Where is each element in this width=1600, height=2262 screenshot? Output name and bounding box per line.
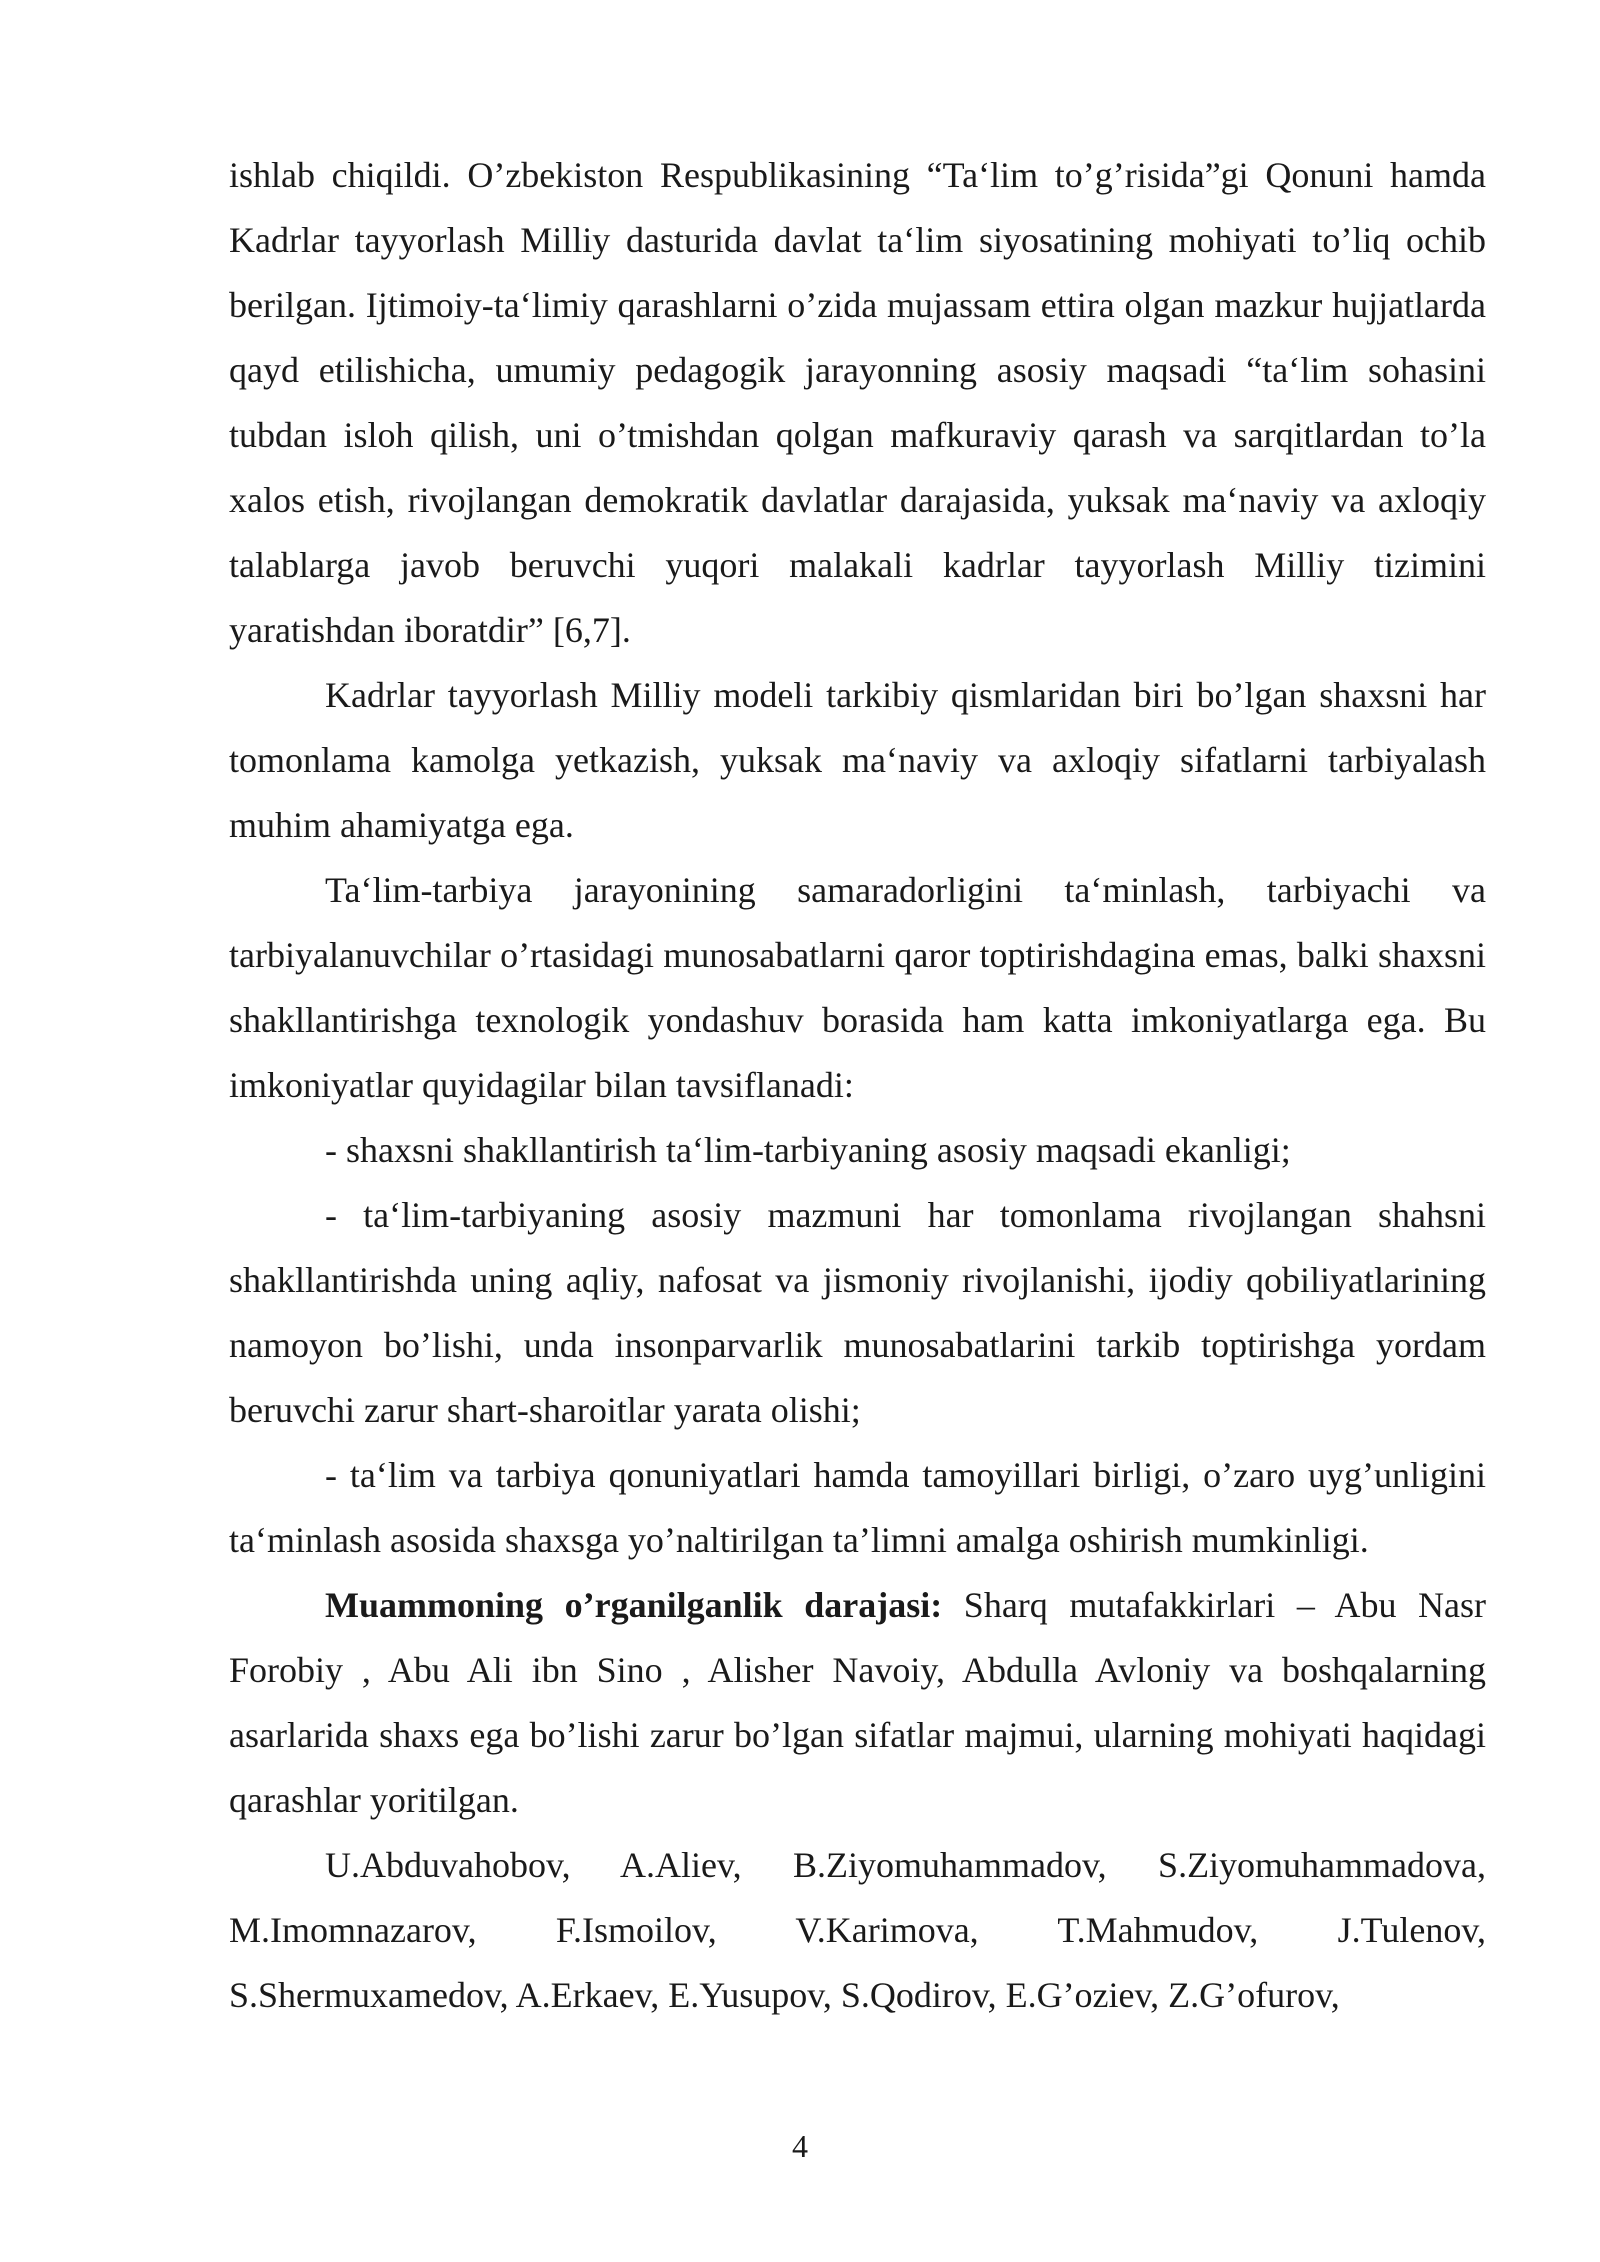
section-lead-heading: Muammoning o’rganilganlik darajasi: xyxy=(325,1585,943,1625)
paragraph-talim-tarbiya: Ta‘lim-tarbiya jarayonining samaradorligini ta‘minlash, tarbiyachi va tarbiyalanuvchilar o’rtasidagi munosabatlarni qaror toptirishdagina emas, balki shaxsni shakllantirishga texnologik yondashuv borasida ham katta imkoniyatlarga ega. Bu imkoniyatlar quyidagilar bilan tavsiflanadi: xyxy=(229,870,1486,1105)
page-number: 4 xyxy=(792,2128,808,2164)
paragraph-continuation: ishlab chiqildi. O’zbekiston Respublikasining “Ta‘lim to’g’risida”gi Qonuni hamda Kadrlar tayyorlash Milliy dasturida davlat ta‘lim siyosatining mohiyati to’liq ochib berilgan. Ijtimoiy-ta‘limiy qarashlarni o’zida mujassam ettira olgan mazkur hujjatlarda qayd etilishicha, umumiy pedagogik jarayonning asosiy maqsadi “ta‘lim sohasini tubdan isloh qilish, uni o’tmishdan qolgan mafkuraviy qarash va sarqitlardan to’la xalos etish, rivojlangan demokratik davlatlar darajasida, yuksak ma‘naviy va axloqiy talablarga javob beruvchi yuqori malakali kadrlar tayyorlash Milliy tizimini yaratishdan iboratdir” [6,7]. xyxy=(229,155,1486,650)
list-item-qonuniyatlar: - ta‘lim va tarbiya qonuniyatlari hamda tamoyillari birligi, o’zaro uyg’unligini ta‘minlash asosida shaxsga yo’naltirilgan ta’limni amalga oshirish mumkinligi. xyxy=(229,1455,1486,1560)
section-lead-text: Sharq mutafakkirlari – Abu Nasr Forobiy , Abu Ali ibn Sino , Alisher Navoiy, Abdulla Avloniy va boshqalarning asarlarida shaxs ega bo’lishi zarur bo’lgan sifatlar majmui, ularning mohiyati haqidagi qarashlar yoritilgan. xyxy=(229,1585,1486,1820)
list-item-asosiy-mazmuni: - ta‘lim-tarbiyaning asosiy mazmuni har tomonlama rivojlangan shahsni shakllantirishda uning aqliy, nafosat va jismoniy rivojlanishi, ijodiy qobiliyatlarining namoyon bo’lishi, unda insonparvarlik munosabatlarini tarkib toptirishga yordam beruvchi zarur shart-sharoitlar yarata olishi; xyxy=(229,1195,1486,1430)
paragraph-author-list: U.Abduvahobov, A.Aliev, B.Ziyomuhammadov, S.Ziyomuhammadova, M.Imomnazarov, F.Ismoilov, V.Karimova, T.Mahmudov, J.Tulenov, S.Shermuxamedov, A.Erkaev, E.Yusupov, S.Qodirov, E.G’oziev, Z.G’ofurov, xyxy=(229,1845,1486,2015)
body-text xyxy=(229,143,1486,2028)
list-item-shaxsni-shakllantirish: - shaxsni shakllantirish ta‘lim-tarbiyaning asosiy maqsadi ekanligi; xyxy=(325,1130,1291,1170)
paragraph-kadrlar-model: Kadrlar tayyorlash Milliy modeli tarkibiy qismlaridan biri bo’lgan shaxsni har tomonlama kamolga yetkazish, yuksak ma‘naviy va axloqiy sifatlarni tarbiyalash muhim ahamiyatga ega. xyxy=(229,675,1486,845)
paragraph-muammo-darajasi xyxy=(229,1573,1486,1833)
